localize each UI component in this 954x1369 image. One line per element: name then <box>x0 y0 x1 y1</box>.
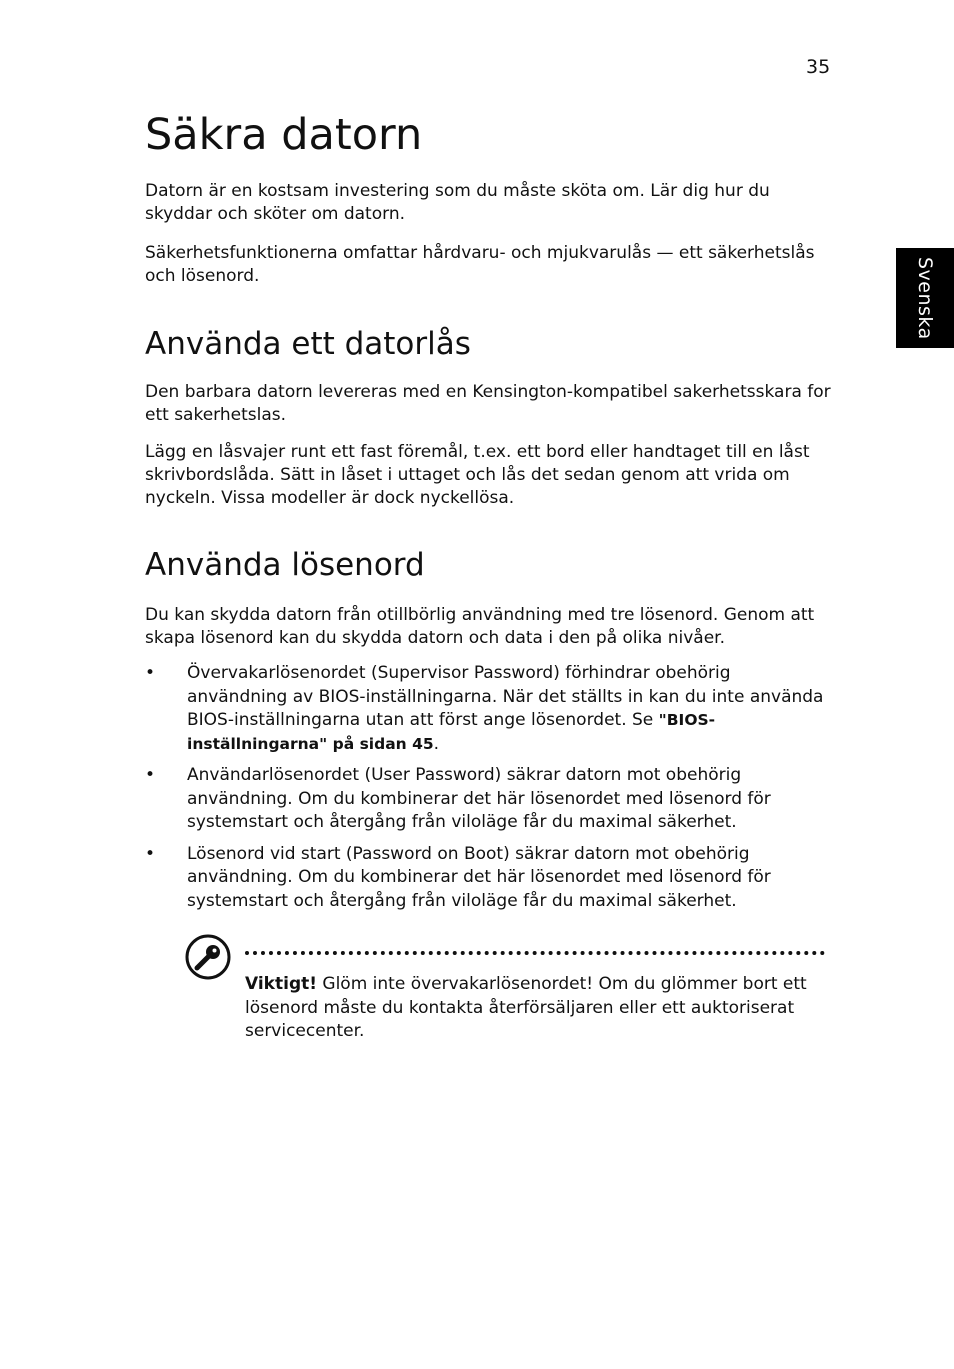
bullet-dot: • <box>145 663 156 683</box>
language-tab <box>896 248 954 348</box>
page-title: Säkra datorn <box>145 110 423 160</box>
note-text: Glöm inte övervakarlösenordet! Om du glömmer bort ett lösenord måste du kontakta återförsäljaren eller ett auktoriserat servicecenter. <box>245 974 807 1041</box>
section-heading-password: Använda lösenord <box>145 547 425 583</box>
intro-paragraph-1: Datorn är en kostsam investering som du måste sköta om. Lär dig hur du skyddar och sköter om datorn. <box>145 181 770 224</box>
password-list <box>145 662 835 921</box>
list-item <box>145 843 835 914</box>
key-icon <box>185 934 231 980</box>
note-label: Viktigt! <box>245 974 317 994</box>
page-number: 35 <box>806 56 831 78</box>
bullet-dot: • <box>145 765 156 785</box>
important-note <box>245 973 825 1044</box>
password-intro: Du kan skydda datorn från otillbörlig användning med tre lösenord. Genom att skapa lösenord kan du skydda datorn och data i den på olika nivåer. <box>145 605 815 648</box>
lock-paragraph-2: Lägg en låsvajer runt ett fast föremål, t.ex. ett bord eller handtaget till en låst skrivbordslåda. Sätt in låset i uttaget och lås det sedan genom att vrida om nyckeln. Vissa modeller är dock nyckellösa. <box>145 442 810 508</box>
bios-page-link[interactable]: "BIOS-inställningarna" på sidan 45 <box>187 711 716 753</box>
list-item-text: Lösenord vid start (Password on Boot) säkrar datorn mot obehörig användning. Om du kombinerar det här lösenordet med lösenord för systemstart och återgång från viloläge får du maximal säkerhet. <box>187 843 771 911</box>
list-item-text: Övervakarlösenordet (Supervisor Password) förhindrar obehörig användning av BIOS-inställningarna. När det ställts in kan du inte använda BIOS-inställningarna utan att först ange lösenordet. Se <box>187 663 824 730</box>
list-item-end: . <box>433 733 440 754</box>
intro-paragraph-2: Säkerhetsfunktionerna omfattar hårdvaru- och mjukvarulås — ett säkerhetslås och lösenord. <box>145 243 815 286</box>
bullet-dot: • <box>145 843 156 864</box>
list-item <box>145 662 835 756</box>
language-tab-label: Svenska <box>914 256 936 340</box>
list-item-text: Användarlösenordet (User Password) säkrar datorn mot obehörig användning. Om du kombinerar det här lösenordet med lösenord för systemstart och återgång från viloläge får du maximal säkerhet. <box>187 765 771 832</box>
lock-paragraph-1: Den barbara datorn levereras med en Kensington-kompatibel sakerhetsskara for ett sakerhetslas. <box>145 382 831 425</box>
note-divider <box>245 951 825 955</box>
section-heading-lock: Använda ett datorlås <box>145 326 471 362</box>
list-item <box>145 764 835 835</box>
